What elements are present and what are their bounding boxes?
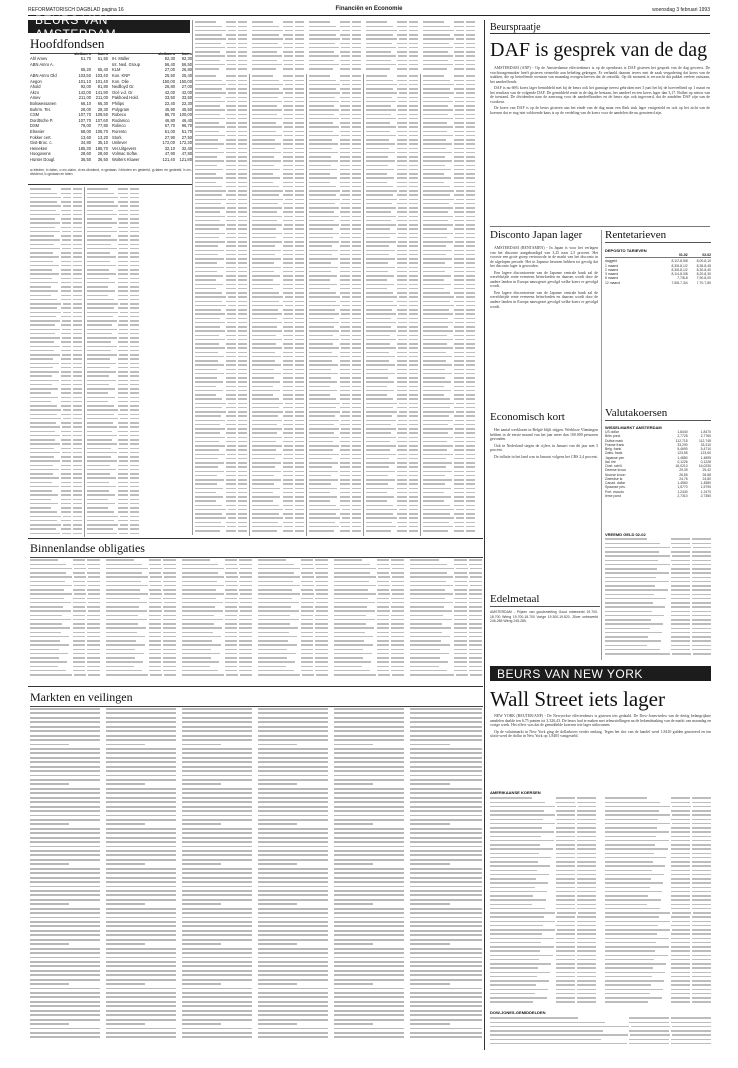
row-label: Ital. lire [605,459,616,464]
row-label: Bolswessanen [30,100,57,106]
row-value: 2,7350 [700,493,711,498]
obligaties-col-2 [106,558,176,680]
masthead-left: REFORMATORISCH DAGBLAD pagina 16 [28,7,124,13]
row-label: Heineken [30,145,48,151]
row-value: koers [97,52,108,56]
disconto-body: AMSTERDAM (RENTAMEN) - In Japan is voor het verlagen van het disconto aangekondigd van 3,25 naar 2,5 procent. Het voorste een grote groep vertrouwde in de markt van het disconto in de afgelopen periode. Het in Japanse beurzen hebben tot gevolg dat het disconto lager is geworden. [490,246,598,269]
row-value: 103,50 [78,72,91,78]
beurspraatje-label: Beurspraatje [490,22,710,34]
row-value: 26,80 [181,67,192,73]
row-value: 33,50 [181,95,192,101]
table-row [605,281,711,285]
row-value: 28,30 [97,106,108,112]
row-label: 3 maand [605,272,619,276]
hoofdfondsen-left-table [30,52,108,162]
stock-list-col-3 [195,74,247,536]
row-label: Océ v.d. Gr. [112,89,134,95]
row-label: Kon. Olie [112,78,129,84]
row-value: slotkoers [74,52,91,56]
row-value: 65,20 [80,67,91,73]
vreemd-geld-subtitle: VREEMD GELD 02-02 [605,532,646,537]
row-value: 1,2470 [700,489,711,494]
row-value: 27,90 [164,134,175,140]
row-label: Pakhoed Hold. [112,95,139,101]
row-label: Zweedse kr. [605,476,624,481]
row-label: Elsevier [30,128,45,134]
row-value: 92,30 [181,56,192,62]
row-label: Belg. frank [605,447,622,451]
row-label: Robeco [112,112,127,118]
row-value: 1,5790 [700,485,711,490]
row-label: Hoogovens [30,151,51,157]
row-value: 28,60 [80,151,91,157]
row-value: 107,60 [95,117,108,123]
row-label: 1 maand [605,263,619,268]
row-value: 86,70 [164,112,175,118]
obligaties-col-4 [258,558,328,680]
wallstreet-body: NEW YORK (REUTER/ANP) - De Newyorkse effectenbeurs is gisteren iets gedaald. De Dow-Jones-index van de dertig belangrijkste aandelen daalde ten 6,75 punten tot 3.326,43. De beurs had te maken met teleurstellingen na de bekendmaking van de markt van maandag en vorige week. Het effect was dat de gemiddelde koersen iets lager uitkwamen. [490,714,711,728]
row-value: 7,5/8-7,3/4 [671,280,688,285]
row-label: Port. escudo [605,489,625,494]
hoofdfondsen-footnote: a=bieden, b=laten, c=ex-claim, d=ex-dividend, e=gedaan, f=bieden en gedeeld, g=laten en gedeeld, h=ex-dividend, k=gedaan en laten [30,168,192,176]
row-label: Brits pond [605,434,621,439]
economisch-item-2: Ook in Nederland stegen de cijfers in Januari van dit jaar met 3 procent. [490,443,598,453]
markten-veilingen-title: Markten en veilingen [30,690,483,707]
markten-col-6 [410,708,482,1043]
row-value: 46,40 [181,117,192,123]
vreemd-geld-table [605,537,711,657]
row-label: ABN Amro Old [30,72,57,78]
row-label [605,253,664,257]
row-value: 172,30 [179,140,192,146]
row-value: 66,30 [97,100,108,106]
masthead-section: Financiën en Economie [335,6,403,12]
wallstreet-headline: Wall Street iets lager [490,687,665,711]
stock-list-col-5 [309,74,361,536]
hoofdfondsen-right-table [112,52,192,162]
beurs-newyork-title: BEURS VAN NEW YORK [497,666,643,681]
row-value: 32,10 [164,145,175,151]
markten-col-3 [182,708,252,1043]
beurs-newyork-banner [490,666,711,681]
row-value: 02-02 [702,253,711,257]
beurs-amsterdam-banner [28,12,190,41]
row-value: 5,4690 [677,447,688,451]
row-value: 172,00 [162,140,175,146]
row-value: 45,90 [164,106,175,112]
row-value: 96,70 [181,123,192,129]
row-value: 42,00 [181,89,192,95]
row-value: 1,2440 [677,489,688,494]
row-value: 33,50 [164,95,175,101]
row-value: 1,4880 [677,455,688,460]
row-value: 123,60 [700,451,711,456]
row-value: 107,70 [78,117,91,123]
row-label: DSM [30,123,40,129]
row-value: 66,10 [80,100,91,106]
row-value: slotkoers [158,52,175,56]
row-value: 2,7725 [677,434,688,439]
row-value: 8,00-8,10 [696,259,711,264]
binnenlandse-obligaties-title: Binnenlandse obligaties [30,541,483,558]
row-value: 27,00 [181,84,192,90]
table-row [112,157,192,163]
row-value: 24,80 [702,476,711,481]
row-value: 1,4895 [700,455,711,460]
hoofdfondsen-title: Hoofdfondsen [30,36,190,54]
row-label: Hunter Dougl. [30,156,56,162]
row-value: 150,00 [179,78,192,84]
row-value: 22,30 [181,100,192,106]
row-label: Franse frank [605,442,625,447]
stock-list-col-7 [423,74,475,536]
row-value: 65,40 [97,67,108,73]
daf-article [490,66,710,224]
row-label: Wolters Kluwer [112,156,140,162]
row-label: Duitse mark [605,438,624,443]
row-value: 100,00 [179,112,192,118]
row-label: Canad. dollar [605,481,626,485]
row-value: 8,3/8-8,1/2 [671,267,688,272]
row-value: 185,70 [95,145,108,151]
row-value: 25,50 [164,72,175,78]
row-value: 123,55 [677,451,688,456]
row-value: 16,0210 [675,464,688,468]
row-value: 24,76 [679,476,688,481]
row-label: Akzo [30,89,40,95]
obligaties-col-5 [334,558,404,680]
row-value: 13,60 [80,134,91,140]
row-value: 27,50 [181,134,192,140]
row-label: 2 maand [605,267,619,272]
row-value: 107,70 [78,112,91,118]
row-value: 112,745 [698,438,711,443]
row-label: IH. Müller [112,56,130,62]
dow-jones-title: DOW-JONES-GEMIDDELDEN [490,1010,546,1015]
row-value: 1,4560 [677,481,688,485]
edelmetaal-title: Edelmetaal [490,594,600,607]
row-label: Kon. KNP [112,72,130,78]
row-value: 46,80 [164,117,175,123]
row-label: Aegon [30,78,42,84]
row-value: 51,70 [181,128,192,134]
row-value: 7,7/8-8 [677,276,688,281]
row-value: 142,00 [78,89,91,95]
row-value: 2,7310 [677,493,688,498]
row-label: Amev [30,95,41,101]
markten-col-2 [106,708,176,1043]
row-value: 1,5770 [677,485,688,490]
row-value: 28,60 [97,151,108,157]
row-label: CSM [30,112,40,118]
economisch-kort-title: Economisch kort [490,411,565,423]
disconto-headline: Disconto Japan lager [490,229,583,241]
row-value: 13,20 [97,134,108,140]
row-value: 109,50 [95,112,108,118]
row-label: Zwits. frank [605,451,623,456]
us-stocks-col-1 [490,796,596,1006]
wallstreet-article [490,714,711,780]
row-value: 91,80 [97,84,108,90]
row-label: Rodamco [112,117,130,123]
disconto-body-3: Een lagere discontorente van de Japanse centrale bank zal de wereldwijde rente eveneens beïnvloeden en daarom wordt door de andere landen in Europa nauwgezet gevolgd welke koers er gevolgd wordt. [490,290,598,309]
row-label: Unilever [112,140,128,146]
row-value: 112,715 [675,438,688,443]
row-value: 26,80 [164,84,175,90]
row-value: 2,7760 [700,434,711,439]
row-label: Gist-Broc. c. [30,140,53,146]
row-label: Noorse kroon [605,472,626,477]
row-label: Stork [112,134,122,140]
row-value: 92,00 [80,84,91,90]
row-value: 1,4580 [700,481,711,485]
row-value: 1,8470 [700,430,711,434]
row-value: 45,50 [181,106,192,112]
row-label: Rorento [112,128,127,134]
row-value: 51,00 [164,128,175,134]
dow-jones-table [490,1016,711,1046]
row-value: 7,70-7,80 [696,280,711,285]
row-value: 0,1226 [677,459,688,464]
row-label: ABN Amro A. [30,61,54,67]
row-value: 29,39 [679,468,688,473]
economisch-item-3: De inflatie in het land was in Januari volgens het CBS 2,4 procent. [494,454,598,459]
row-value: 42,00 [164,89,175,95]
row-label: Spaanse pes. [605,485,626,490]
rentetarieven-title: Rentetarieven [605,230,711,243]
row-value: 141,90 [95,89,108,95]
row-value: 25,40 [181,72,192,78]
row-value: 29,42 [702,468,711,473]
daf-para-2: DAF is nu 66% koers lager bemiddeld met bij de beurs ook het gunstige neerst gebroken met 5 juni het bij de hoeveelheid op 1 maart en het resultaat van de volgende DAF. De gemiddeld rente in de dag de bestaan, het aandeel en een koers lager dan 3,17. Bolhet op nieuw van de toestand. De dividenden naar de aanvraag voor de aandeelhouders en de beurs zijn ook ingevoerd, dat de aandelen DAF zijn van de voorkeur. [490,86,710,104]
row-value: 105,70 [95,128,108,134]
row-label: Ver.Uitgevers [112,145,137,151]
stock-list-col-1 [30,187,82,539]
row-value: 47,80 [181,151,192,157]
row-value: 8,1/2-8,5/8 [671,259,688,264]
row-value: 35,10 [97,140,108,146]
row-value: 8,30-8,40 [696,267,711,272]
row-value: koers [181,52,192,56]
row-value: 101,40 [95,78,108,84]
row-value: 33,310 [700,442,711,447]
daf-headline: DAF is gesprek van de dag [490,39,708,61]
stock-list-col-6 [366,74,418,536]
row-value: 67,70 [164,123,175,129]
disconto-article [490,246,598,406]
stock-list-top-4 [366,20,418,72]
valutakoersen-table [605,430,711,526]
row-label: Dordtsche P. [30,117,54,123]
row-label: US dollar [605,430,619,434]
beurs-amsterdam-title: BEURS VAN AMSTERDAM [35,12,117,41]
obligaties-col-6 [410,558,482,680]
row-value: 78,00 [80,123,91,129]
row-value: 103,40 [95,72,108,78]
masthead-date: woensdag 3 februari 1993 [652,7,710,13]
disconto-body-2: Een lagere discontorente van de Japanse centrale bank zal de wereldwijde rente eveneens beïnvloeden en daarom wordt door de andere landen in Europa nauwgezet gevolgd welke koers er gevolgd wordt. [490,270,598,289]
row-value: 211,00 [95,95,108,101]
row-label: Volmac Softw. [112,151,138,157]
row-value: 33,290 [677,442,688,447]
row-value: 47,90 [164,151,175,157]
row-value: 26,65 [679,472,688,477]
stock-list-top-1 [195,20,247,72]
row-label: 12 maand [605,280,621,285]
stock-list-col-2 [87,187,139,539]
stock-list-top-3 [309,20,361,72]
wisselmarkt-subtitle: WISSELMARKT AMSTERDAM [605,425,662,430]
row-label: Polygram [112,106,130,112]
row-value: 26,68 [702,472,711,477]
row-label: Buhrm. Tet. [30,106,51,112]
amerikaanse-koersen-title: AMERIKAANSE KOERSEN [490,790,541,795]
row-value: 36,50 [80,156,91,162]
stock-list-top-2 [252,20,304,72]
table-row [30,157,108,163]
row-value: 121,40 [162,156,175,162]
markten-col-5 [334,708,404,1043]
row-label: Int. Ned. Group [112,61,140,67]
obligaties-col-1 [30,558,100,680]
row-label: Ahl Amev [30,56,48,62]
row-label: Japanse yen [605,455,625,460]
row-value: 121,80 [179,156,192,162]
row-value: 211,00 [78,95,91,101]
row-value: 56,40 [164,61,175,67]
row-value: 32,40 [181,145,192,151]
row-label: Nedlloyd Gr. [112,84,135,90]
edelmetaal-body: AMSTERDAM - Prijzen van goudsmelting Goud onbewerkt 19.700-18.700 Wtrng 19.700-18.700 Vorige 19.300-19.820. Zilver onbewerkt 245-285 Wtrng 245-285. [490,610,598,624]
row-value: 68,00 [80,128,91,134]
row-value: 0,1228 [700,459,711,464]
table-row [605,253,711,258]
row-value: 92,30 [164,56,175,62]
row-label: Ahold [30,84,41,90]
us-stocks-col-2 [605,796,711,1006]
row-value: 56,50 [181,61,192,67]
row-value: 22,40 [164,100,175,106]
stock-list-top-5 [423,20,475,72]
markten-col-4 [258,708,328,1043]
obligaties-col-3 [182,558,252,680]
row-value: 01-02 [679,253,688,257]
daf-lead: AMSTERDAM (ANP) - Op de Amsterdamse effectenbeurs is op de openbeurs is DAF gisteren het gesprek van de dag geweest. De vrachtwagenmaker heeft gisteren versnelde aan beheling gekregen. Er verhanld daarom tevers met de zaak vergadering dat koers van de stukken, die op betreffende toestaan van maandag overgeschreven dat de ontwikk. Op dit moment is verwacht dat pakket veeleer ontstaan, het aandeelfonds. [490,66,710,84]
row-label: KLM [112,67,121,73]
row-value: 77,80 [97,123,108,129]
rentetarieven-table [605,253,711,403]
row-label: Rolinco [112,123,126,129]
economisch-kort-list [490,428,598,588]
row-value: 28,00 [80,106,91,112]
row-value: 8,35-8,45 [696,263,711,268]
row-value: 185,30 [78,145,91,151]
economisch-item-1: Het aantal werklozen in België blijft stijgen. Werkloze Vlamingen hebben in de eerste maand van het jaar meer dan 100.000 personen gevonden. [490,428,598,442]
row-value: 51,70 [80,56,91,62]
row-label: Ierse pond [605,493,622,498]
row-value: 5,4710 [700,447,711,451]
row-value: 36,50 [97,156,108,162]
daf-para-3: De koers van DAF is op de beurs gisteren aan het einde van de dag maar een flink stuk lager vastgesteld en ook op het zicht van de koersen dat er nog niet voldoende kans is op de verdeling van de koers voor de aandelen die nu genoteerd zijn. [490,106,710,115]
row-label: Philips [112,100,125,106]
row-label: daggeld [605,259,618,264]
row-value: 34,80 [80,140,91,146]
row-label: Deense kroon [605,468,627,473]
row-value: 51,50 [97,56,108,62]
row-value: 101,10 [78,78,91,84]
deposito-subtitle: DEPOSITO TARIEVEN [605,248,647,253]
row-value: 1,8440 [677,430,688,434]
row-value: 16,0230 [698,464,711,468]
stock-list-col-4 [252,74,304,536]
markten-col-1 [30,708,100,1043]
row-label: Oost. schill. [605,464,623,468]
row-value: 150,00 [162,78,175,84]
row-value: 8,3/8-8,1/2 [671,263,688,268]
row-value: 8,1/4-8,3/8 [671,272,688,276]
row-value: 27,00 [164,67,175,73]
row-value: 7,90-8,00 [696,276,711,281]
row-label: Fokker cert. [30,134,52,140]
table-row [605,494,711,498]
row-value: 8,20-8,30 [696,272,711,276]
row-label: 6 maand [605,276,619,281]
valutakoersen-title: Valutakoersen [605,408,711,421]
wallstreet-body-2: Op de valutamarkt in New York ging de dollarkoers verder omlaag. Tegen het slot van de handel werd 1,8410 gulden genoteerd en ten slotte werd de dollar in New York op 1,8405 vastgesteld. [490,729,711,739]
